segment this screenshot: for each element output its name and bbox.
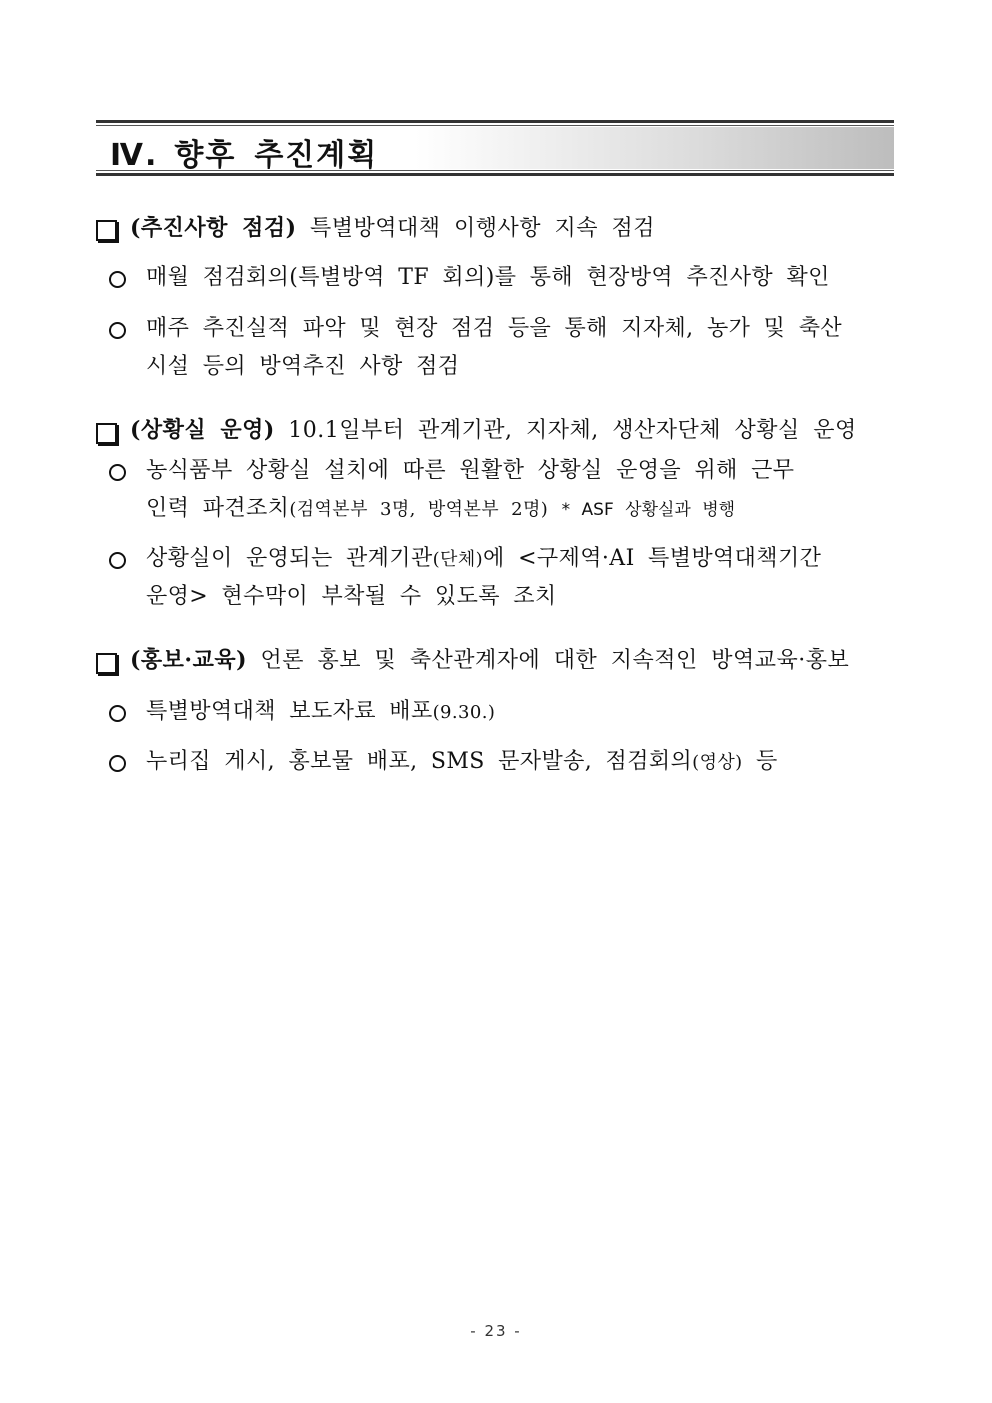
block-heading	[130, 645, 849, 676]
list-item: 매월 점검회의(특별방역 TF 회의)를 통해 현장방역 추진사항 확인	[146, 265, 830, 290]
block-label: (홍보·교육)	[130, 647, 247, 673]
circle-bullet-icon	[109, 755, 126, 772]
list-item-continuation: 운영> 현수막이 부착될 수 있도록 조치	[146, 584, 557, 609]
section-numeral: Ⅳ.	[110, 138, 159, 173]
item-main-text: 인력 파견조치	[146, 496, 290, 521]
list-item	[146, 747, 778, 778]
header-rule-top	[96, 120, 894, 123]
item-main-text: 누리집 게시, 홍보물 배포, SMS 문자발송, 점검회의	[146, 749, 693, 774]
checkbox-square-icon	[96, 653, 117, 674]
list-item: 농식품부 상황실 설치에 따른 원활한 상황실 운영을 위해 근무	[146, 458, 795, 483]
item-main-text: 상황실이 운영되는 관계기관	[146, 546, 433, 571]
item-paren-text: (9.30.)	[432, 702, 496, 723]
list-item-continuation	[146, 494, 735, 525]
section-title	[110, 130, 378, 174]
page-number: - 23 -	[470, 1322, 522, 1340]
block-heading	[130, 213, 655, 244]
section-title-word1: 향후	[174, 138, 237, 173]
item-main-text: 특별방역대책 보도자료 배포	[146, 699, 433, 724]
header-rule-top-thin	[96, 125, 894, 126]
item-note: * ASF 상황실과 병행	[561, 500, 736, 520]
checkbox-square-icon	[96, 220, 117, 241]
list-item-continuation: 시설 등의 방역추진 사항 점검	[146, 354, 460, 379]
section-header	[96, 120, 894, 176]
block-label: (추진사항 점검)	[130, 215, 297, 241]
circle-bullet-icon	[109, 322, 126, 339]
block-text: 10.1일부터 관계기관, 지자체, 생산자단체 상황실 운영	[288, 418, 857, 443]
item-paren-text: (단체)	[432, 549, 484, 570]
block-text: 특별방역대책 이행사항 지속 점검	[310, 216, 656, 241]
block-label: (상황실 운영)	[130, 417, 275, 443]
list-item: 매주 추진실적 파악 및 현장 점검 등을 통해 지자체, 농가 및 축산	[146, 316, 843, 341]
item-paren-text: (영상)	[692, 752, 743, 773]
block-text: 언론 홍보 및 축산관계자에 대한 지속적인 방역교육·홍보	[260, 648, 850, 673]
list-item	[146, 697, 495, 728]
circle-bullet-icon	[109, 552, 126, 569]
list-item	[146, 544, 821, 575]
circle-bullet-icon	[109, 705, 126, 722]
block-heading	[130, 415, 857, 446]
circle-bullet-icon	[109, 464, 126, 481]
section-title-word2: 추진계획	[254, 138, 379, 173]
item-tail-text: 등	[742, 749, 778, 774]
checkbox-square-icon	[96, 423, 117, 444]
circle-bullet-icon	[109, 271, 126, 288]
item-paren-text: (검역본부 3명, 방역본부 2명)	[289, 499, 549, 520]
item-main-text-cont: 에 <구제역·AI 특별방역대책기간	[483, 546, 822, 571]
